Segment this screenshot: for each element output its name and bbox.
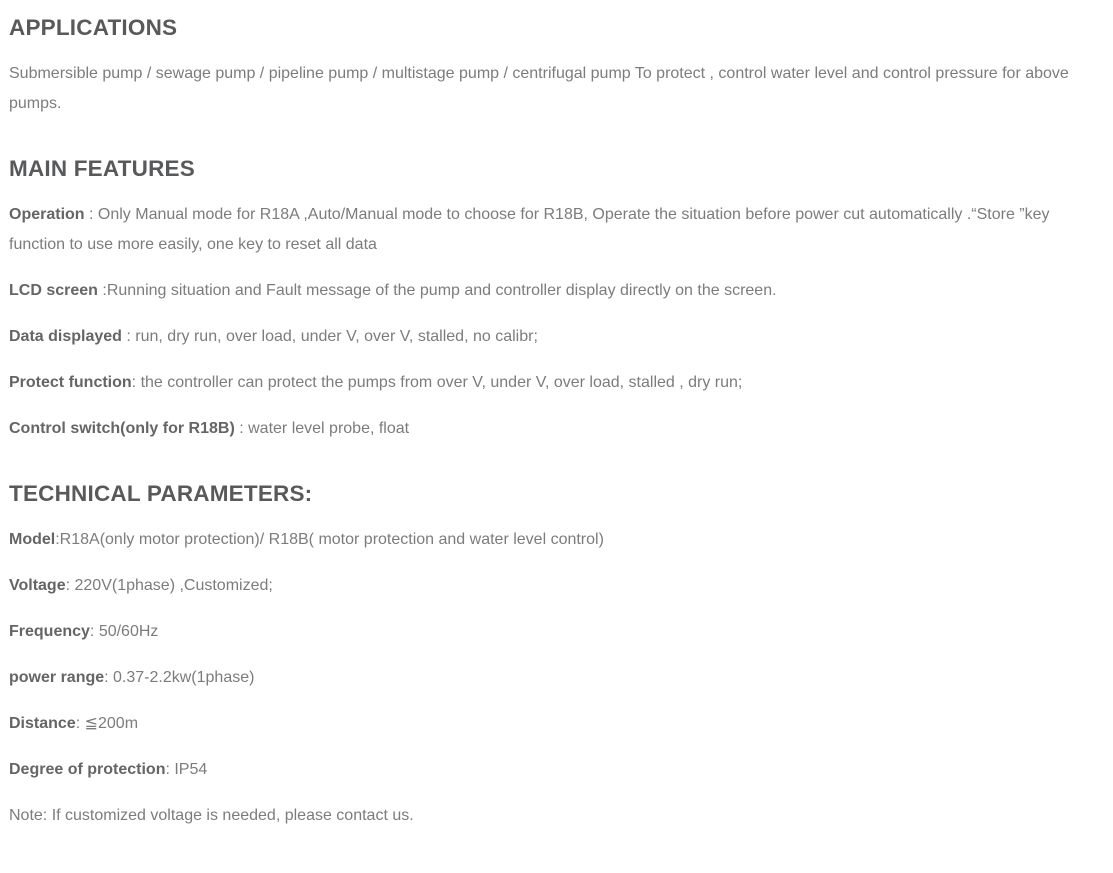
- spec-separator: :: [234, 420, 249, 437]
- spec-label: Data displayed: [9, 328, 122, 345]
- spec-row-power-range: [9, 663, 1091, 693]
- spec-separator: :: [65, 577, 75, 594]
- spec-label: Model: [9, 531, 56, 548]
- spec-separator: :: [55, 531, 60, 548]
- spec-value: IP54: [174, 761, 208, 778]
- spec-row-voltage: [9, 571, 1091, 601]
- spec-label: Voltage: [9, 577, 66, 594]
- document-body: [0, 14, 1113, 831]
- spec-value: Running situation and Fault message of the pump and controller display directly on the screen.: [106, 282, 777, 299]
- spec-label: Protect function: [9, 374, 132, 391]
- spec-label: Degree of protection: [9, 761, 166, 778]
- spec-separator: :: [131, 374, 141, 391]
- spec-label: Operation: [9, 206, 85, 223]
- spec-separator: :: [165, 761, 175, 778]
- spec-row-protect-function: [9, 368, 1091, 398]
- spec-value: run, dry run, over load, under V, over V, stalled, no calibr;: [135, 328, 538, 345]
- spec-value: 0.37-2.2kw(1phase): [113, 669, 255, 686]
- section-heading-technical-parameters: TECHNICAL PARAMETERS:: [9, 481, 313, 506]
- spec-value: the controller can protect the pumps from over V, under V, over load, stalled , dry run;: [140, 374, 743, 391]
- spec-separator: :: [75, 715, 85, 732]
- section-heading-applications: APPLICATIONS: [9, 15, 178, 40]
- spec-label: Frequency: [9, 623, 90, 640]
- spec-row-lcd-screen: [9, 276, 1091, 306]
- spec-value: 50/60Hz: [98, 623, 159, 640]
- spec-label: Control switch(only for R18B): [9, 420, 235, 437]
- spec-row-operation: [9, 200, 1091, 260]
- spec-value: water level probe, float: [248, 420, 410, 437]
- spec-value: ≦200m: [84, 715, 139, 732]
- paragraph-technical-parameters-6: [9, 801, 1091, 831]
- section-heading-main-features: MAIN FEATURES: [9, 156, 195, 181]
- spec-separator: :: [84, 206, 98, 223]
- spec-separator: :: [121, 328, 136, 345]
- spec-label: Distance: [9, 715, 76, 732]
- spec-label: power range: [9, 669, 105, 686]
- spec-separator: :: [104, 669, 114, 686]
- spec-value: R18A(only motor protection)/ R18B( motor protection and water level control): [59, 531, 604, 548]
- paragraph-text: Submersible pump / sewage pump / pipeline pump / multistage pump / centrifugal pump To protect , control water level and control pressure for above pumps.: [9, 65, 1069, 112]
- spec-value: Only Manual mode for R18A ,Auto/Manual mode to choose for R18B, Operate the situation before power cut automatically .“Store ”key function to use more easily, one key to reset all data: [9, 206, 1050, 253]
- spec-value: 220V(1phase) ,Customized;: [74, 577, 273, 594]
- paragraph-text: Note: If customized voltage is needed, please contact us.: [9, 807, 414, 824]
- spec-separator: :: [89, 623, 99, 640]
- spec-row-data-displayed: [9, 322, 1091, 352]
- spec-row-control-switch-only-for-r18b: [9, 414, 1091, 444]
- spec-separator: :: [97, 282, 107, 299]
- spec-label: LCD screen: [9, 282, 98, 299]
- spec-row-degree-of-protection: [9, 755, 1091, 785]
- paragraph-applications-0: [9, 59, 1091, 119]
- spec-row-model: [9, 525, 1091, 555]
- spec-row-frequency: [9, 617, 1091, 647]
- spec-row-distance: [9, 709, 1091, 739]
